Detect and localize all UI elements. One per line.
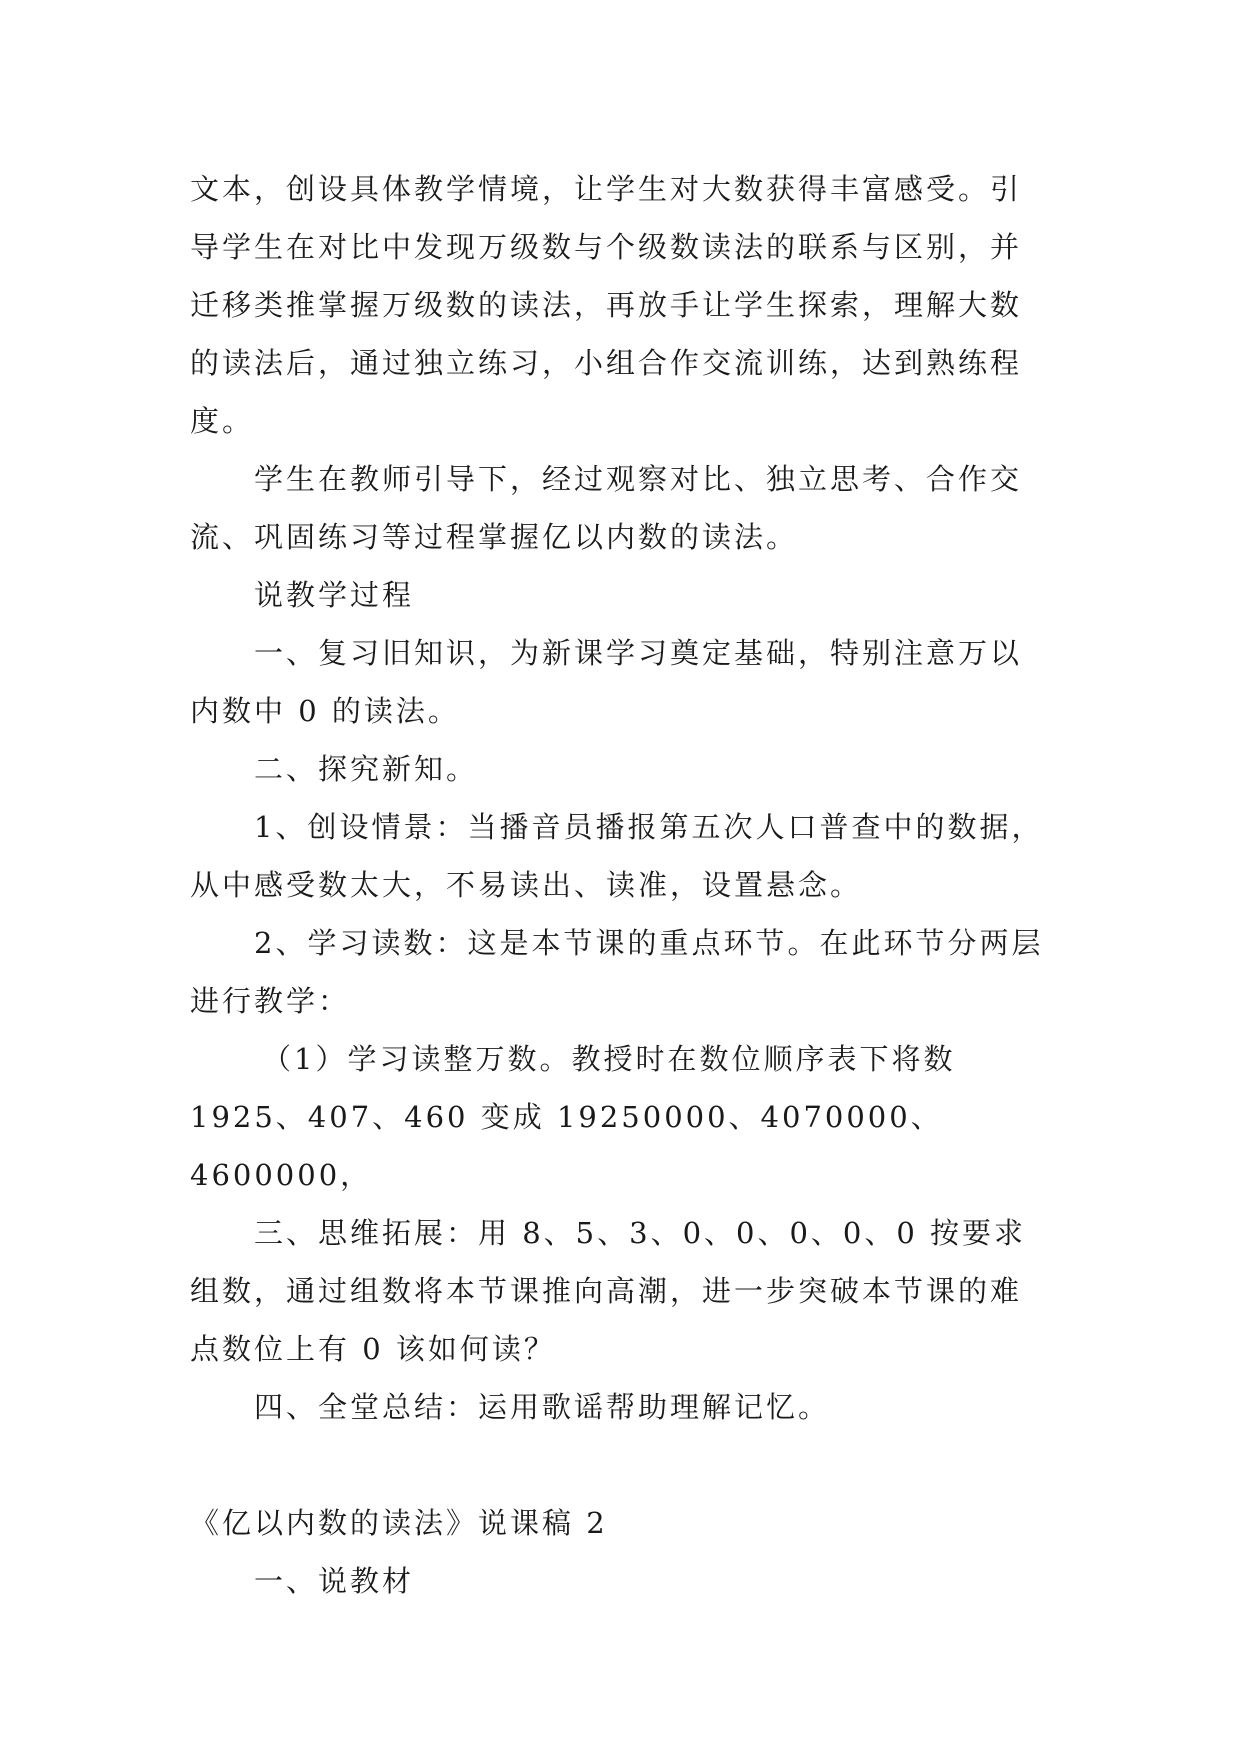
- section-spacer: [190, 1436, 1050, 1494]
- document-body: [190, 160, 1050, 1610]
- heading-teaching-process: 说教学过程: [254, 578, 415, 612]
- paragraph-continued: 文本，创设具体教学情境，让学生对大数获得丰富感受。引导学生在对比中发现万级数与个级数读法的联系与区别，并迁移类推掌握万级数的读法，再放手让学生探索，理解大数的读法后，通过独立练习，小组合作交流训练，达到熟练程度。: [190, 172, 1023, 438]
- paragraph-step-scenario: 1、创设情景：当播音员播报第五次人口普查中的数据，从中感受数太大，不易读出、读准，设置悬念。: [190, 810, 1044, 902]
- paragraph-step-reading: 2、学习读数：这是本节课的重点环节。在此环节分两层进行教学：: [190, 926, 1044, 1018]
- paragraph-step-explore: 二、探究新知。: [254, 752, 479, 786]
- paragraph-student-process: 学生在教师引导下，经过观察对比、独立思考、合作交流、巩固练习等过程掌握亿以内数的读法。: [190, 462, 1023, 554]
- paragraph-step-review: 一、复习旧知识，为新课学习奠定基础，特别注意万以内数中 0 的读法。: [190, 636, 1023, 728]
- section-first-heading: 一、说教材: [254, 1564, 415, 1598]
- section-title: 《亿以内数的读法》说课稿 2: [190, 1506, 608, 1540]
- paragraph-step-extension: 三、思维拓展：用 8、5、3、0、0、0、0、0 按要求组数，通过组数将本节课推向高潮，进一步突破本节课的难点数位上有 0 该如何读？: [190, 1216, 1027, 1366]
- paragraph-substep-whole-ten-thousand: （1）学习读整万数。教授时在数位顺序表下将数 1925、407、460 变成 19250000、4070000、4600000，: [190, 1042, 956, 1192]
- paragraph-step-summary: 四、全堂总结：运用歌谣帮助理解记忆。: [254, 1390, 831, 1424]
